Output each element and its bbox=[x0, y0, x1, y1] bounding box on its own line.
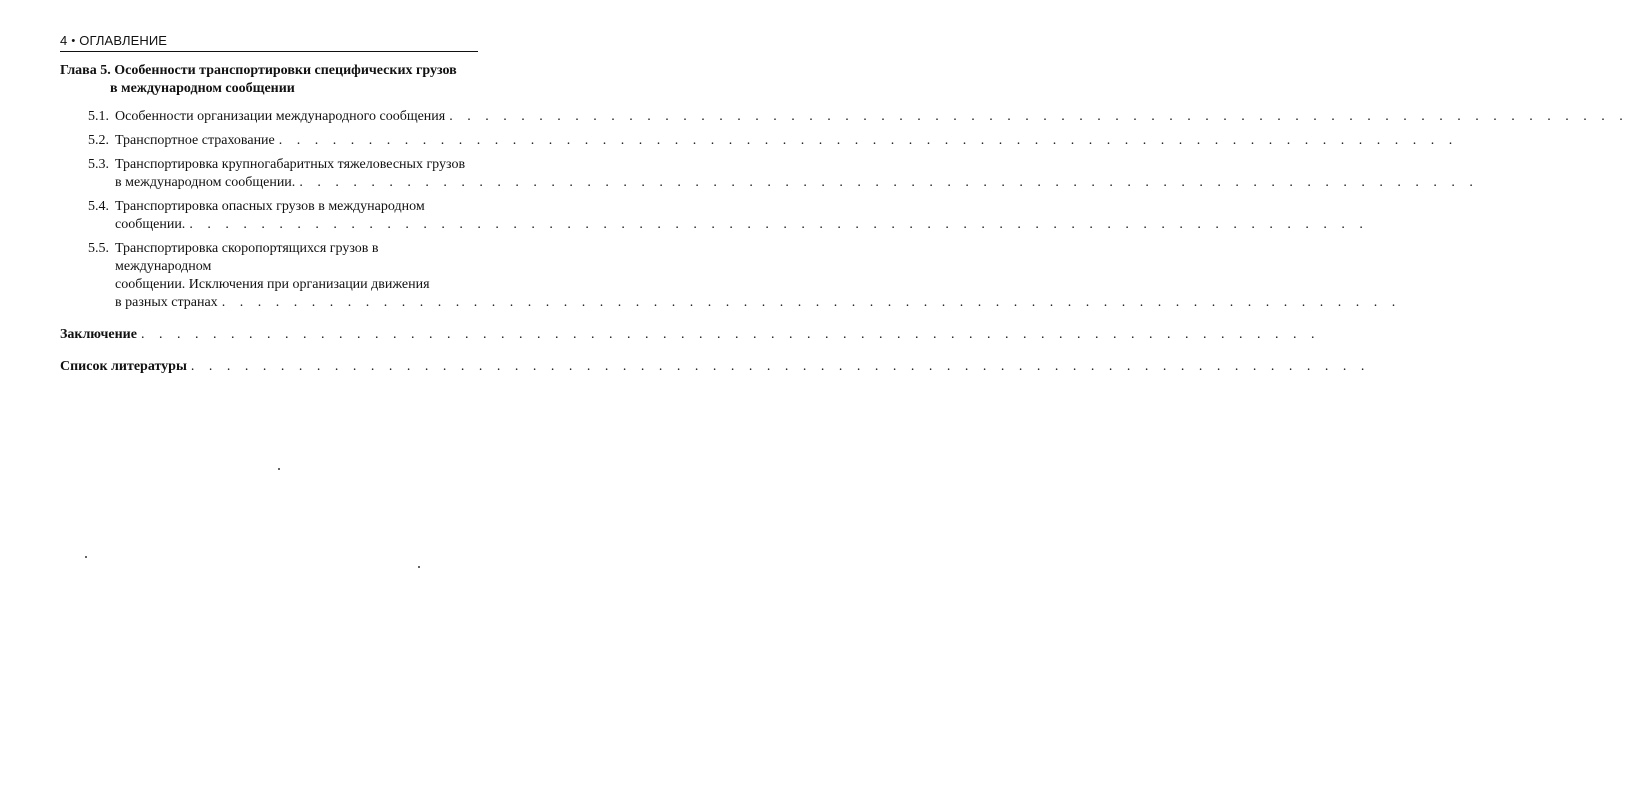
scan-speck bbox=[418, 566, 420, 568]
dot-leader: . . . . . . . . . . . . . . . . . . . . . . . . . . . . . . . . . . . . . . . . . . . . . . . . . . . . . . . . . . . . . . . . . . bbox=[278, 133, 1458, 148]
toc-entry-5-5[interactable] bbox=[60, 240, 1401, 312]
table-of-contents bbox=[60, 62, 1628, 376]
entry-title-line3: в разных странах bbox=[115, 295, 218, 310]
entry-number: 5.3. bbox=[88, 157, 109, 172]
toc-entry-5-1[interactable] bbox=[60, 108, 1628, 126]
entry-number: 5.4. bbox=[88, 199, 109, 214]
toc-entry-conclusion[interactable] bbox=[60, 326, 1320, 344]
dot-leader: . . . . . . . . . . . . . . . . . . . . . . . . . . . . . . . . . . . . . . . . . . . . . . . . . . . . . . . . . . . . . . . . . . bbox=[449, 109, 1628, 124]
entry-title-line1: Транспортировка скоропортящихся грузов в международном bbox=[115, 241, 379, 274]
entry-number: 5.2. bbox=[88, 133, 109, 148]
scan-speck bbox=[278, 468, 280, 470]
chapter-title-line1: Глава 5. Особенности транспортировки специфических грузов bbox=[60, 63, 457, 78]
chapter-title-line2: в международном сообщении bbox=[110, 81, 295, 96]
chapter-heading bbox=[60, 62, 478, 98]
entry-number: 5.1. bbox=[88, 109, 109, 124]
toc-entry-5-2[interactable] bbox=[60, 132, 1458, 150]
entry-title: Особенности организации международного сообщения bbox=[115, 109, 446, 124]
section-title: ОГЛАВЛЕНИЕ bbox=[79, 33, 168, 48]
toc-entry-references[interactable] bbox=[60, 358, 1370, 376]
references-title: Список литературы bbox=[60, 359, 187, 374]
entry-title-line1: Транспортировка крупногабаритных тяжеловесных грузов bbox=[115, 157, 466, 172]
dot-leader: . . . . . . . . . . . . . . . . . . . . . . . . . . . . . . . . . . . . . . . . . . . . . . . . . . . . . . . . . . . . . . . . . . bbox=[189, 217, 1369, 232]
toc-entry-5-4[interactable] bbox=[60, 198, 1369, 234]
dot-leader: . . . . . . . . . . . . . . . . . . . . . . . . . . . . . . . . . . . . . . . . . . . . . . . . . . . . . . . . . . . . . . . . . . bbox=[221, 295, 1401, 310]
running-header bbox=[60, 33, 478, 52]
dot-leader: . . . . . . . . . . . . . . . . . . . . . . . . . . . . . . . . . . . . . . . . . . . . . . . . . . . . . . . . . . . . . . . . . . bbox=[299, 175, 1479, 190]
entry-title-line1: Транспортировка опасных грузов в международном bbox=[115, 199, 425, 214]
dot-leader: . . . . . . . . . . . . . . . . . . . . . . . . . . . . . . . . . . . . . . . . . . . . . . . . . . . . . . . . . . . . . . . . . . bbox=[140, 327, 1320, 342]
entry-title-line2: сообщении. bbox=[115, 217, 186, 232]
toc-entry-5-3[interactable] bbox=[60, 156, 1479, 192]
entry-title: Транспортное страхование bbox=[115, 133, 275, 148]
conclusion-title: Заключение bbox=[60, 327, 137, 342]
header-bullet: • bbox=[71, 34, 76, 47]
page-number: 4 bbox=[60, 33, 68, 48]
entry-title-line2: сообщении. Исключения при организации движения bbox=[115, 277, 430, 292]
scan-speck bbox=[85, 556, 87, 558]
entry-number: 5.5. bbox=[88, 241, 109, 256]
dot-leader: . . . . . . . . . . . . . . . . . . . . . . . . . . . . . . . . . . . . . . . . . . . . . . . . . . . . . . . . . . . . . . . . . . bbox=[190, 359, 1370, 374]
entry-title-line2: в международном сообщении. bbox=[115, 175, 296, 190]
